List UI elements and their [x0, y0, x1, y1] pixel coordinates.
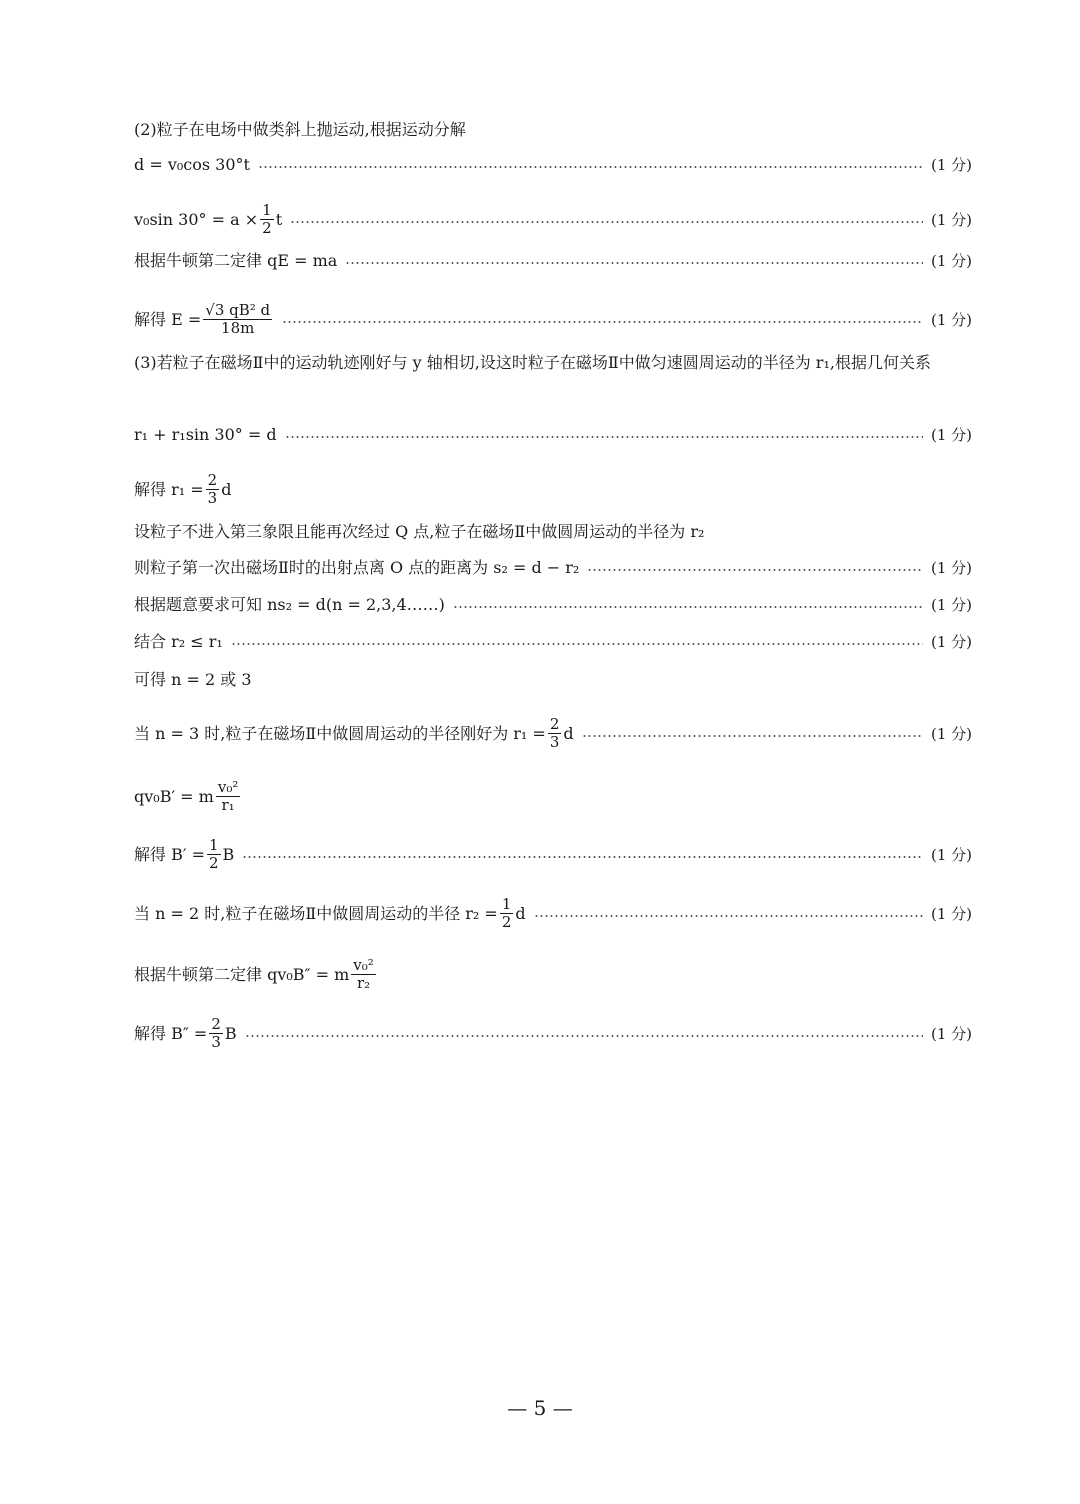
eq-solve-b-prime: 解得 B′ = $\frac{1}{2}$ B (1 分) — [134, 836, 972, 872]
leader-dots — [231, 643, 923, 645]
eq-text: d = v₀cos 30°t — [134, 155, 250, 174]
leader-dots — [285, 436, 923, 438]
score-label: (1 分) — [930, 1024, 972, 1043]
eq-lorentz-b-double-prime: 根据牛顿第二定律 qv₀B″ = m $\frac{\text{v₀²}}{\text{r₂}}$ — [134, 956, 374, 992]
fraction: $\frac{1}{2}$ — [501, 895, 512, 931]
result-n: 可得 n = 2 或 3 — [134, 670, 252, 689]
eq-solve-r1: 解得 r₁ = $\frac{2}{3}$ d — [134, 471, 232, 507]
fraction: $\frac{\text{√3 qB² d}}{18m}$ — [205, 301, 271, 337]
eq-condition: 根据题意要求可知 ns₂ = d(n = 2,3,4……) (1 分) — [134, 595, 972, 614]
fraction: $\frac{2}{3}$ — [207, 471, 218, 507]
eq-solve-E: 解得 E = $\frac{\text{√3 qB² d}}{18m}$ (1 分) — [134, 301, 972, 337]
score-label: (1 分) — [930, 724, 972, 743]
eq-solve-b-double-prime: 解得 B″ = $\frac{2}{3}$ B (1 分) — [134, 1015, 972, 1051]
score-label: (1 分) — [930, 156, 972, 174]
score-label: (1 分) — [930, 426, 972, 444]
eq-displacement — [134, 155, 972, 175]
eq-lorentz-b-prime: qv₀B′ = m $\frac{\text{v₀²}}{\text{r₁}}$ — [134, 778, 239, 814]
fraction: $\frac{\text{v₀²}}{\text{r₁}}$ — [217, 778, 239, 814]
part-2-intro: (2)粒子在电场中做类斜上抛运动,根据运动分解 — [134, 120, 466, 139]
assume-r2: 设粒子不进入第三象限且能再次经过 Q 点,粒子在磁场Ⅱ中做圆周运动的半径为 r₂ — [134, 522, 705, 541]
eq-geometry: r₁ + r₁sin 30° = d (1 分) — [134, 425, 972, 444]
leader-dots — [587, 569, 923, 571]
leader-dots — [534, 915, 923, 917]
score-label: (1 分) — [930, 210, 972, 229]
fraction: $\frac{1}{2}$ — [208, 836, 219, 872]
leader-dots — [290, 221, 923, 223]
leader-dots — [582, 735, 923, 737]
fraction: $\frac{2}{3}$ — [549, 715, 560, 751]
page-number: — 5 — — [507, 1396, 573, 1420]
leader-dots — [282, 321, 923, 323]
score-label: (1 分) — [930, 904, 972, 923]
fraction: $\frac{\text{v₀²}}{\text{r₂}}$ — [353, 956, 374, 992]
fraction: $\frac{2}{3}$ — [211, 1015, 221, 1051]
leader-dots — [258, 166, 923, 168]
score-label: (1 分) — [930, 310, 972, 329]
score-label: (1 分) — [930, 845, 972, 864]
score-label: (1 分) — [930, 252, 972, 270]
case-n2: 当 n = 2 时,粒子在磁场Ⅱ中做圆周运动的半径 r₂ = $\frac{1}{2}$ d (1 分) — [134, 895, 972, 931]
eq-combine: 结合 r₂ ≤ r₁ (1 分) — [134, 632, 972, 651]
eq-newton-law-field: 根据牛顿第二定律 qE = ma (1 分) — [134, 251, 972, 270]
eq-vertical-velocity: v₀sin 30° = a × $\frac{1}{2}$ t (1 分) — [134, 201, 972, 237]
fraction: $\frac{1}{2}$ — [262, 201, 272, 237]
score-label: (1 分) — [930, 596, 972, 614]
score-label: (1 分) — [930, 559, 972, 577]
leader-dots — [453, 606, 923, 608]
leader-dots — [245, 1035, 923, 1037]
leader-dots — [242, 856, 923, 858]
part-3-intro: (3)若粒子在磁场Ⅱ中的运动轨迹刚好与 y 轴相切,设这时粒子在磁场Ⅱ中做匀速圆周运动的半径为 r₁,根据几何关系 — [134, 353, 931, 372]
eq-exit-distance: 则粒子第一次出磁场Ⅱ时的出射点离 O 点的距离为 s₂ = d − r₂ (1 分) — [134, 558, 972, 577]
score-label: (1 分) — [930, 633, 972, 651]
leader-dots — [345, 262, 923, 264]
case-n3: 当 n = 3 时,粒子在磁场Ⅱ中做圆周运动的半径刚好为 r₁ = $\frac{2}{3}$ d (1 分) — [134, 715, 972, 751]
